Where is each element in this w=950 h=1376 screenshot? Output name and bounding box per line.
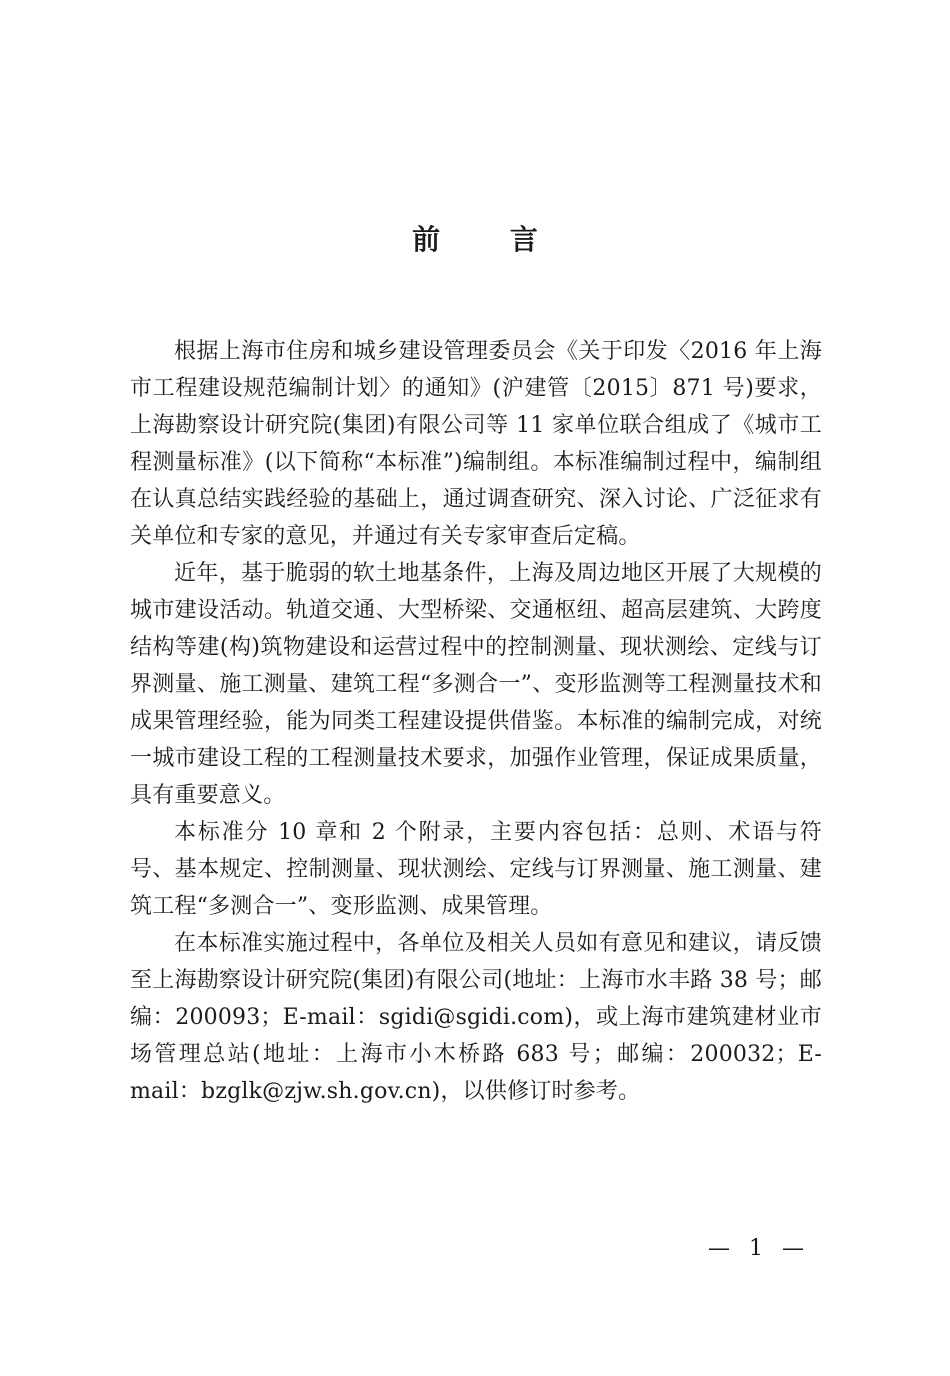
page-number: — 1 — <box>708 1236 810 1261</box>
paragraph-1: 根据上海市住房和城乡建设管理委员会《关于印发〈2016 年上海市工程建设规范编制计划〉的通知》(沪建管〔2015〕871 号)要求，上海勘察设计研究院(集团)有限公司等 11 家单位联合组成了《城市工程测量标准》(以下简称“本标准”)编制组。本标准编制过程中，编制组在认真总结实践经验的基础上，通过调查研究、深入讨论、广泛征求有关单位和专家的意见，并通过有关专家审查后定稿。 <box>130 339 822 549</box>
paragraph-4: 在本标准实施过程中，各单位及相关人员如有意见和建议，请反馈至上海勘察设计研究院(集团)有限公司(地址：上海市水丰路 38 号；邮编：200093；E-mail：sgidi@sgidi.com)，或上海市建筑建材业市场管理总站(地址：上海市小木桥路 683 号；邮编：200032；E-mail：bzglk@zjw.sh.gov.cn)，以供修订时参考。 <box>130 931 822 1104</box>
preface-body <box>130 333 822 1110</box>
paragraph-3: 本标准分 10 章和 2 个附录，主要内容包括：总则、术语与符号、基本规定、控制测量、现状测绘、定线与订界测量、施工测量、建筑工程“多测合一”、变形监测、成果管理。 <box>130 820 822 919</box>
page-title: 前 言 <box>412 223 568 256</box>
paragraph-2: 近年，基于脆弱的软土地基条件，上海及周边地区开展了大规模的城市建设活动。轨道交通、大型桥梁、交通枢纽、超高层建筑、大跨度结构等建(构)筑物建设和运营过程中的控制测量、现状测绘、定线与订界测量、施工测量、建筑工程“多测合一”、变形监测等工程测量技术和成果管理经验，能为同类工程建设提供借鉴。本标准的编制完成，对统一城市建设工程的工程测量技术要求，加强作业管理，保证成果质量，具有重要意义。 <box>130 561 822 808</box>
